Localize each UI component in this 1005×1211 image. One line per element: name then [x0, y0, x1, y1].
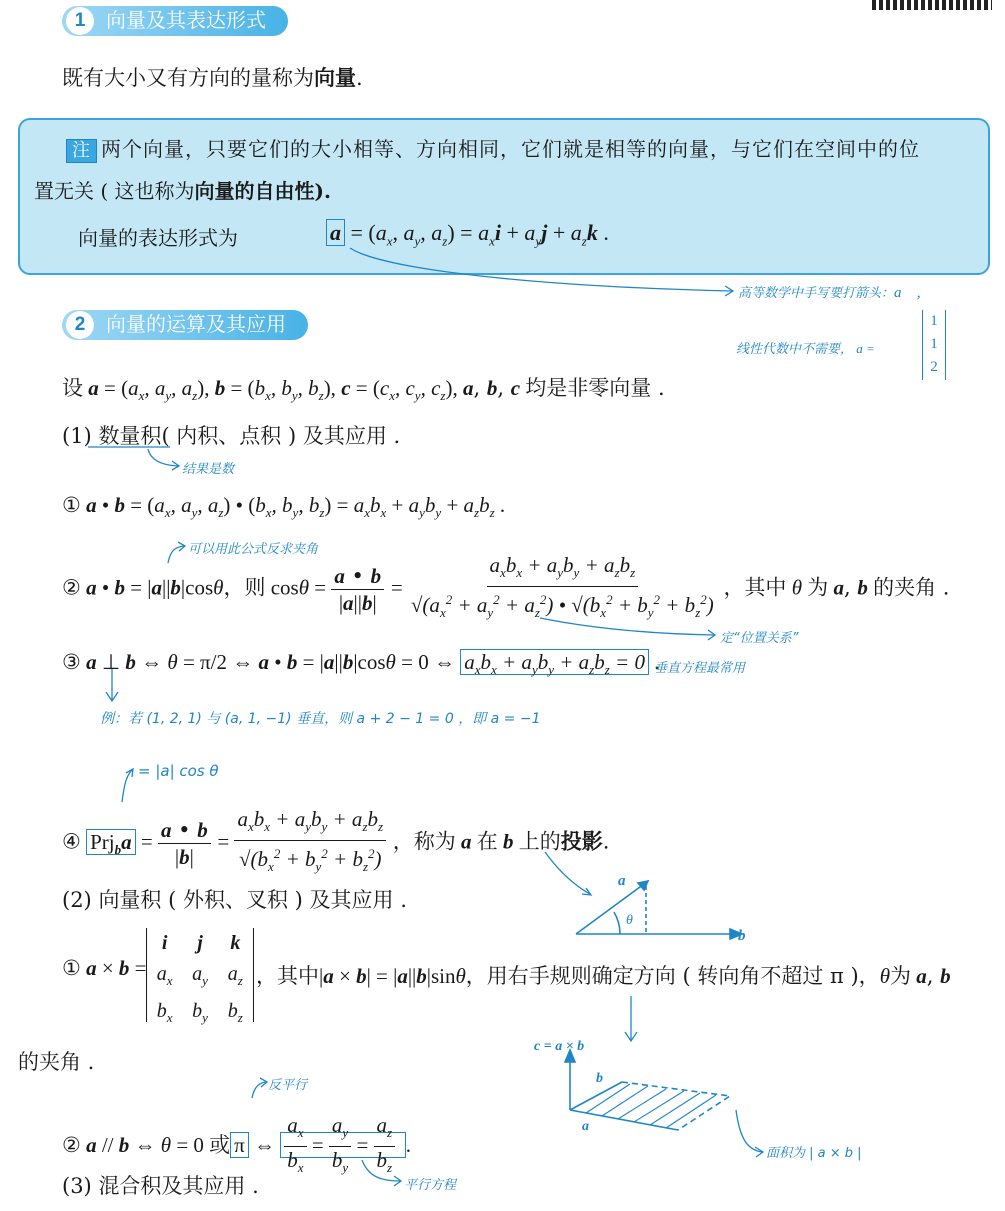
parallel-condition: ② a // b ⇔ θ = 0 或 π ⇔ $\frac{a_x}{b_x}$ = $\frac{a_y}{b_y}$ = $\frac{a_z}{b_z}$ .: [62, 1113, 412, 1176]
svg-text:θ: θ: [626, 913, 633, 928]
section-title-2: 向量的运算及其应用: [106, 314, 286, 336]
handwritten-parallel-equation: 平行方程: [404, 1178, 457, 1193]
svg-text:b: b: [738, 928, 746, 944]
determinant: i j k $a_x$ $a_y$ $a_z$ $b_x$ $b_y$ $b_z$: [146, 928, 254, 1022]
svg-text:c = a × b: c = a × b: [534, 1039, 585, 1054]
handwritten-example: 例：若 (1, 2, 1) 与 (a, 1, −1) 垂直，则 a + 2 − 1 = 0 ，即 a = −1: [100, 711, 541, 727]
handwritten-anti-parallel: 反平行: [268, 1078, 308, 1093]
handwritten-result-number: 结果是数: [182, 462, 235, 477]
note-line-2: 置无关 ( 这也称为向量的自由性).: [34, 179, 331, 203]
projection-formula: ④ Prj$_b$a = $\frac{a • b}{|b|}$ = $\frac{a_xb_x + a_yb_y + a_zb_z}{√(b_x^2 + b_y^2 + b_z^2)}$ ，称为 a 在 b 上的投影.: [62, 807, 610, 875]
vector-a-line: [576, 884, 644, 934]
cross-product-diagram: [530, 1030, 770, 1140]
handwritten-position-relation: 定“位置关系”: [720, 631, 799, 646]
subsection-1: (1) 数量积( 内积、点积 ) 及其应用 .: [62, 424, 401, 448]
cross-product-description: ，其中|a × b| = |a||b|sinθ，用右手规则确定方向 ( 转向角不超过 π )，θ为 a, b: [256, 964, 951, 988]
column-vector: 1 1 2: [922, 310, 946, 380]
section-title-1: 向量及其表达形式: [106, 10, 266, 32]
note-tag: 注: [66, 139, 97, 163]
section-number-2: 2: [66, 311, 94, 339]
handwritten-perpendicular-common: 垂直方程最常用: [654, 661, 746, 676]
handwritten-area: 面积为 | a × b |: [766, 1146, 862, 1161]
vector-definition: 既有大小又有方向的量称为向量.: [62, 65, 363, 90]
cross-product-angle-wrap: 的夹角 .: [18, 1050, 95, 1074]
perpendicular-condition: ③ a ⊥ b ⇔ θ = π/2 ⇔ a • b = |a||b|cosθ = 0 ⇔ $a_xb_x + a_yb_y + a_zb_z = 0$ .: [62, 650, 660, 678]
handwritten-note-arrow: 高等数学中手写要打箭头：a⃗ ,: [738, 285, 921, 301]
cross-product-formula: ① a × b =: [62, 956, 147, 980]
projection-diagram: [560, 868, 760, 948]
let-line: 设 $a = (a_x$, $a_y$, $a_z$), $b = (b_x$, $b_y$, $b_z$), $c = (c_x$, $c_y$, $c_z$), a, b, c 均是非零向量 .: [62, 376, 665, 404]
svg-text:b: b: [596, 1071, 603, 1086]
svg-text:a: a: [618, 873, 626, 889]
dot-product-formula-1: ① a • $b = (a_x$, $a_y$, $a_z$) • ($b_x$, $b_y$, $b_z) = a_xb_x + a_yb_y + a_zb_z$ .: [62, 493, 506, 521]
handwritten-linear-algebra: 线性代数中不需要， a =: [736, 341, 875, 357]
vector-expression: $a = (a_x$, $a_y$, $a_z) = a_xi + a_yj + a_zk$ .: [326, 220, 609, 249]
handwritten-reverse-angle: 可以用此公式反求夹角: [188, 542, 319, 557]
section-number-1: 1: [66, 7, 94, 35]
handwritten-projection-equal: = |a| cos θ: [138, 762, 219, 780]
arrow-to-handwriting: [350, 248, 732, 291]
svg-text:a: a: [582, 1119, 589, 1134]
subsection-2: (2) 向量积 ( 外积、叉积 ) 及其应用 .: [62, 888, 407, 912]
section-header-2: [62, 310, 308, 340]
note-line-3: 向量的表达形式为: [78, 226, 238, 250]
note-line-1: 注 两个向量，只要它们的大小相等、方向相同，它们就是相等的向量，与它们在空间中的位: [66, 133, 920, 163]
subsection-3: (3) 混合积及其应用 .: [62, 1174, 259, 1198]
dot-product-formula-2: ② a • b = |a||b|cosθ，则 cosθ = $\frac{a • b}{|a||b|}$ = $\frac{a_xb_x + a_yb_y + a_zb_z}{√(a_x^2 + a_y^2 + a_z^2) • √(b_x^2 + b_y^2 + b_z^2)}$ ，其中 θ 为 a, b 的夹角 .: [62, 553, 950, 621]
